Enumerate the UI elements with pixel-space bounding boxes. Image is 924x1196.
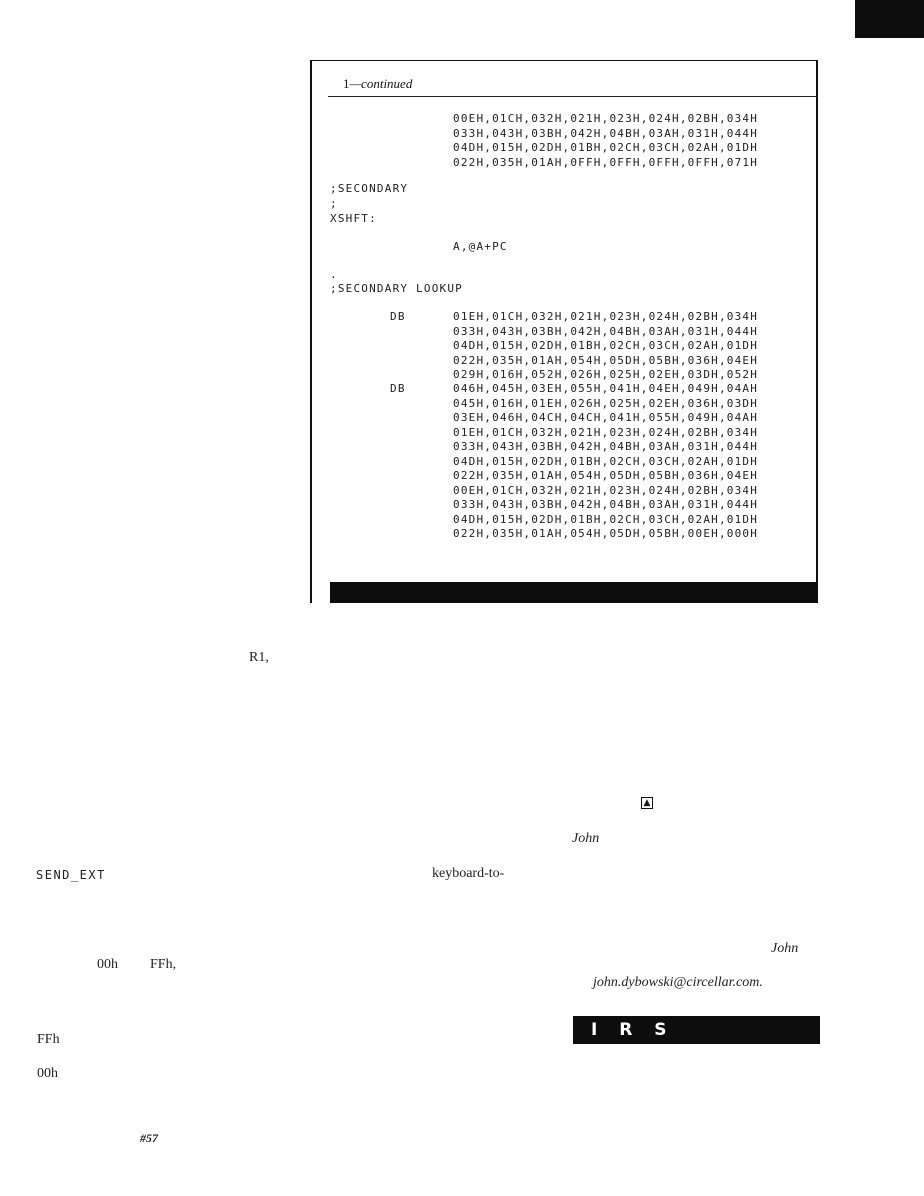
listing-rule bbox=[328, 96, 818, 97]
irs-heading: I R S bbox=[573, 1016, 820, 1044]
code-line: 04DH,015H,02DH,01BH,02CH,03CH,02AH,01DH bbox=[453, 454, 759, 468]
code-directive-db-1: DB bbox=[390, 310, 406, 323]
code-line: 033H,043H,03BH,042H,04BH,03AH,031H,044H bbox=[453, 324, 759, 338]
code-line: 033H,043H,03BH,042H,04BH,03AH,031H,044H bbox=[453, 498, 759, 511]
text-ffh-2: FFh bbox=[37, 1032, 60, 1047]
code-comment-secondary: ;SECONDARY bbox=[330, 182, 409, 195]
code-dot: . bbox=[330, 268, 338, 281]
code-line: 04DH,015H,02DH,01BH,02CH,03CH,02AH,01DH bbox=[453, 141, 759, 154]
text-00h-2: 00h bbox=[37, 1066, 58, 1081]
text-john: John bbox=[572, 831, 600, 846]
author-email-link[interactable]: john.dybowski@circellar.com. bbox=[593, 975, 763, 990]
code-line: 00EH,01CH,032H,021H,023H,024H,02BH,034H bbox=[453, 112, 759, 125]
listing-bottom-bar bbox=[330, 582, 818, 603]
code-line: 03EH,046H,04CH,04CH,041H,055H,049H,04AH bbox=[453, 411, 759, 424]
code-line: 04DH,015H,02DH,01BH,02CH,03CH,02AH,01DH bbox=[453, 339, 759, 352]
code-comment-secondary-lookup: ;SECONDARY LOOKUP bbox=[330, 282, 463, 295]
text-00h: 00h bbox=[97, 957, 118, 972]
code-block-1 bbox=[453, 112, 758, 170]
code-line: 01EH,01CH,032H,021H,023H,024H,02BH,034H bbox=[453, 310, 759, 323]
code-line: 01EH,01CH,032H,021H,023H,024H,02BH,034H bbox=[453, 425, 759, 439]
code-line: 04DH,015H,02DH,01BH,02CH,03CH,02AH,01DH bbox=[453, 512, 759, 526]
listing-caption bbox=[343, 76, 412, 92]
code-comment-semicolon: ; bbox=[330, 197, 338, 210]
listing-number: 1 bbox=[343, 76, 350, 91]
text-john-2: John bbox=[771, 941, 799, 956]
text-r1: R1, bbox=[249, 650, 269, 665]
code-directive-db-2: DB bbox=[390, 382, 406, 395]
code-instruction-operand: A,@A+PC bbox=[453, 240, 508, 253]
text-send-ext: SEND_EXT bbox=[36, 868, 106, 882]
page-reference: #57 bbox=[140, 1131, 158, 1145]
code-line: 022H,035H,01AH,054H,05DH,05BH,036H,04EH bbox=[453, 353, 759, 367]
code-line: 022H,035H,01AH,054H,05DH,05BH,00EH,000H bbox=[453, 527, 759, 540]
code-line: 029H,016H,052H,026H,025H,02EH,03DH,052H bbox=[453, 368, 759, 381]
text-keyboard-to: keyboard-to- bbox=[432, 866, 505, 881]
code-line: 045H,016H,01EH,026H,025H,02EH,036H,03DH bbox=[453, 396, 759, 410]
end-of-article-icon: ▲ bbox=[641, 797, 653, 809]
code-line: 00EH,01CH,032H,021H,023H,024H,02BH,034H bbox=[453, 483, 759, 497]
code-line: 046H,045H,03EH,055H,041H,04EH,049H,04AH bbox=[453, 382, 759, 395]
listing-continued: —continued bbox=[349, 76, 413, 91]
text-ffh: FFh, bbox=[150, 957, 177, 972]
code-label-xshft: XSHFT: bbox=[330, 212, 377, 225]
code-line: 033H,043H,03BH,042H,04BH,03AH,031H,044H bbox=[453, 440, 759, 453]
code-block-3 bbox=[453, 382, 758, 542]
code-block-2 bbox=[453, 310, 758, 383]
code-line: 033H,043H,03BH,042H,04BH,03AH,031H,044H bbox=[453, 126, 759, 140]
corner-tab bbox=[855, 0, 924, 38]
code-line: 022H,035H,01AH,0FFH,0FFH,0FFH,0FFH,071H bbox=[453, 155, 759, 169]
code-line: 022H,035H,01AH,054H,05DH,05BH,036H,04EH bbox=[453, 469, 759, 482]
